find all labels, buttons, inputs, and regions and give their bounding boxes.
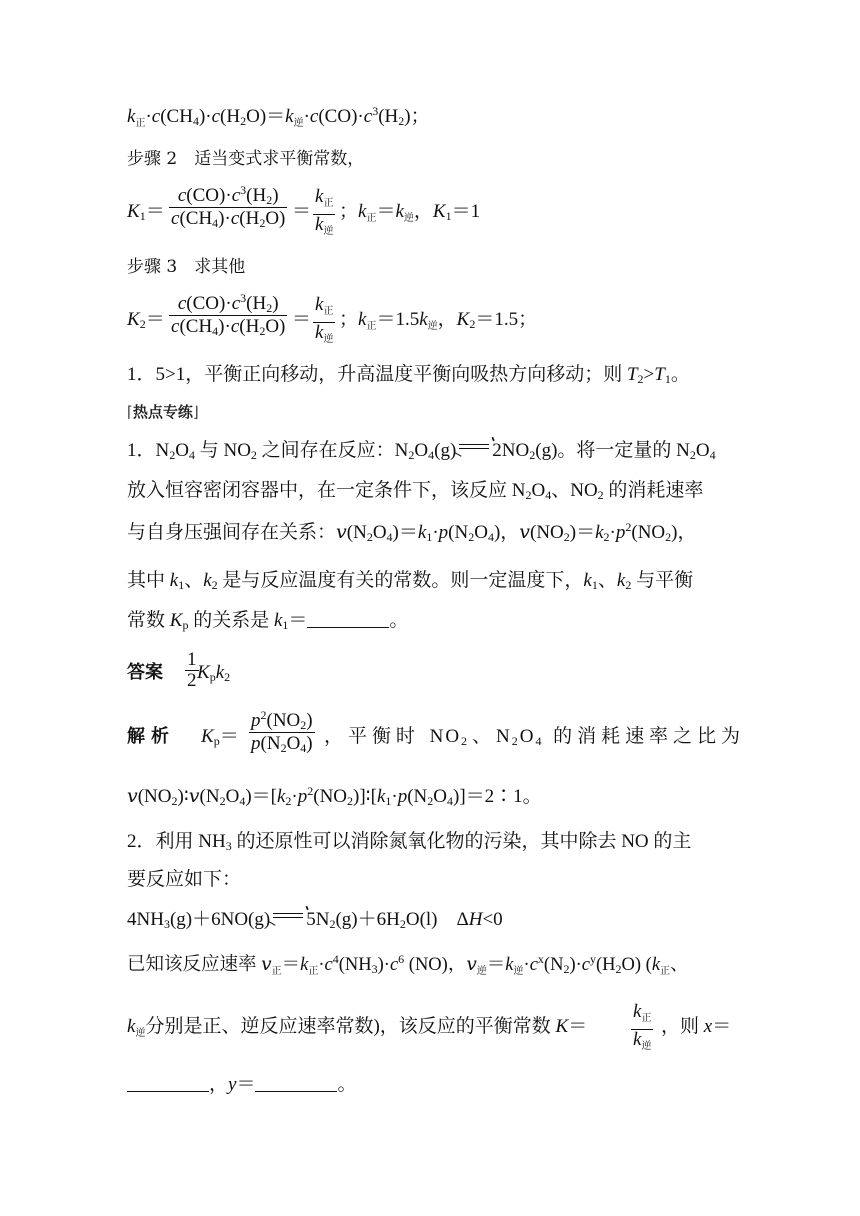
y-blank[interactable] xyxy=(255,1073,337,1092)
q1-analysis-line2: $v(NO_2)∶v(N_2O_4)=[k_2\cdot p^2(NO_2)]∶[k_1\cdot p(N_2O_4)]=2∶1$。 xyxy=(127,784,542,808)
q2-line2: 要反应如下： xyxy=(127,869,242,890)
q1-answer: 答案 $\frac{1}{2}$ $K_pk_2$ xyxy=(127,649,231,691)
answer-label: 答案 xyxy=(127,662,163,683)
equilibrium-arrow-icon xyxy=(457,440,491,454)
q1-line3: 与自身压强间存在关系：$v(N_2O_4)=k_1\cdot p(N_2O_4)$，$v(NO_2)=k_2\cdot p^2(NO_2)$， xyxy=(127,520,697,544)
k1-expression: $K_1=$ $\frac{c(CO)\cdot c^3(H_2)}{c(CH_4)\cdot c(H_2O)}$ ＝ $k_正$ $k_逆$ ；$k_正=k_逆$，$K_1=1$ xyxy=(127,183,481,237)
step3-title: 步骤 3 求其他 xyxy=(127,257,246,277)
x-blank[interactable] xyxy=(127,1073,209,1092)
q1-line2: 放入恒容密闭容器中，在一定条件下，该反应 $N_2O_4$、$NO_2$ 的消耗速率 xyxy=(127,480,704,502)
q1-line4: 其中 $k_1$、$k_2$ 是与反应温度有关的常数。则一定温度下，$k_1$、$k_2$ 与平衡 xyxy=(127,570,694,592)
answer-blank[interactable] xyxy=(307,609,389,628)
q2-reaction: $4NH_3(g)+6NO(g)$ $5N_2(g)+6H_2O(l)$ ΔH<0 xyxy=(127,907,742,933)
conclusion-line: 1．5>1，平衡正向移动，升高温度平衡向吸热方向移动；则 $T_2>T_1$。 xyxy=(127,364,690,386)
q1-line5: 常数 $K_p$ 的关系是 $k_1=$ 。 xyxy=(127,610,409,632)
section-heading: ⌈热点专练⌋ xyxy=(127,403,199,421)
q2-line3: 已知该反应速率 $v_正=k_正\cdot c^4(NH_3)\cdot c^6$ (NO)，$v_逆=k_逆\cdot c^x(N_2)\cdot c^y(H_2O)$ ($k_正$、 xyxy=(127,952,689,977)
q1-line1: 1．$N_2O_4$ 与 $NO_2$ 之间存在反应：$N_2O_4(g)$ $2NO_2(g)$。将一定量的 $N_2O_4$ xyxy=(127,438,742,464)
rate-equation-line xyxy=(127,104,742,137)
equilibrium-arrow-icon xyxy=(271,909,305,923)
q2-line4: $k_逆$分别是正、逆反应速率常数)，该反应的平衡常数 K＝ $k_正$ $k_逆$ ，则 x＝ xyxy=(127,1001,732,1052)
step2-title: 步骤 2 适当变式求平衡常数， xyxy=(127,149,365,169)
rate-equation: $k_正\cdot c(CH_4)\cdot c(H_2O)=k_逆\cdot c(CO)\cdot c^3(H_2)$； xyxy=(127,104,430,129)
q1-analysis: 解析 $K_p=$ $\frac{p^2(NO_2)}{p(N_2O_4)}$ ，平衡时 $NO_2$、$N_2O_4$ 的消耗速率之比为 xyxy=(127,708,742,755)
analysis-label: 解析 xyxy=(127,726,175,747)
k2-expression: $K_2=$ $\frac{c(CO)\cdot c^3(H_2)}{c(CH_4)\cdot c(H_2O)}$ ＝ $k_正$ $k_逆$ ；$k_正=1.5k_逆$，$K_2=1.5$； xyxy=(127,291,538,345)
q2-line5: ，y＝ 。 xyxy=(127,1072,742,1098)
q2-line1: 2．利用 $NH_3$ 的还原性可以消除氮氧化物的污染，其中除去 NO 的主 xyxy=(127,831,692,853)
